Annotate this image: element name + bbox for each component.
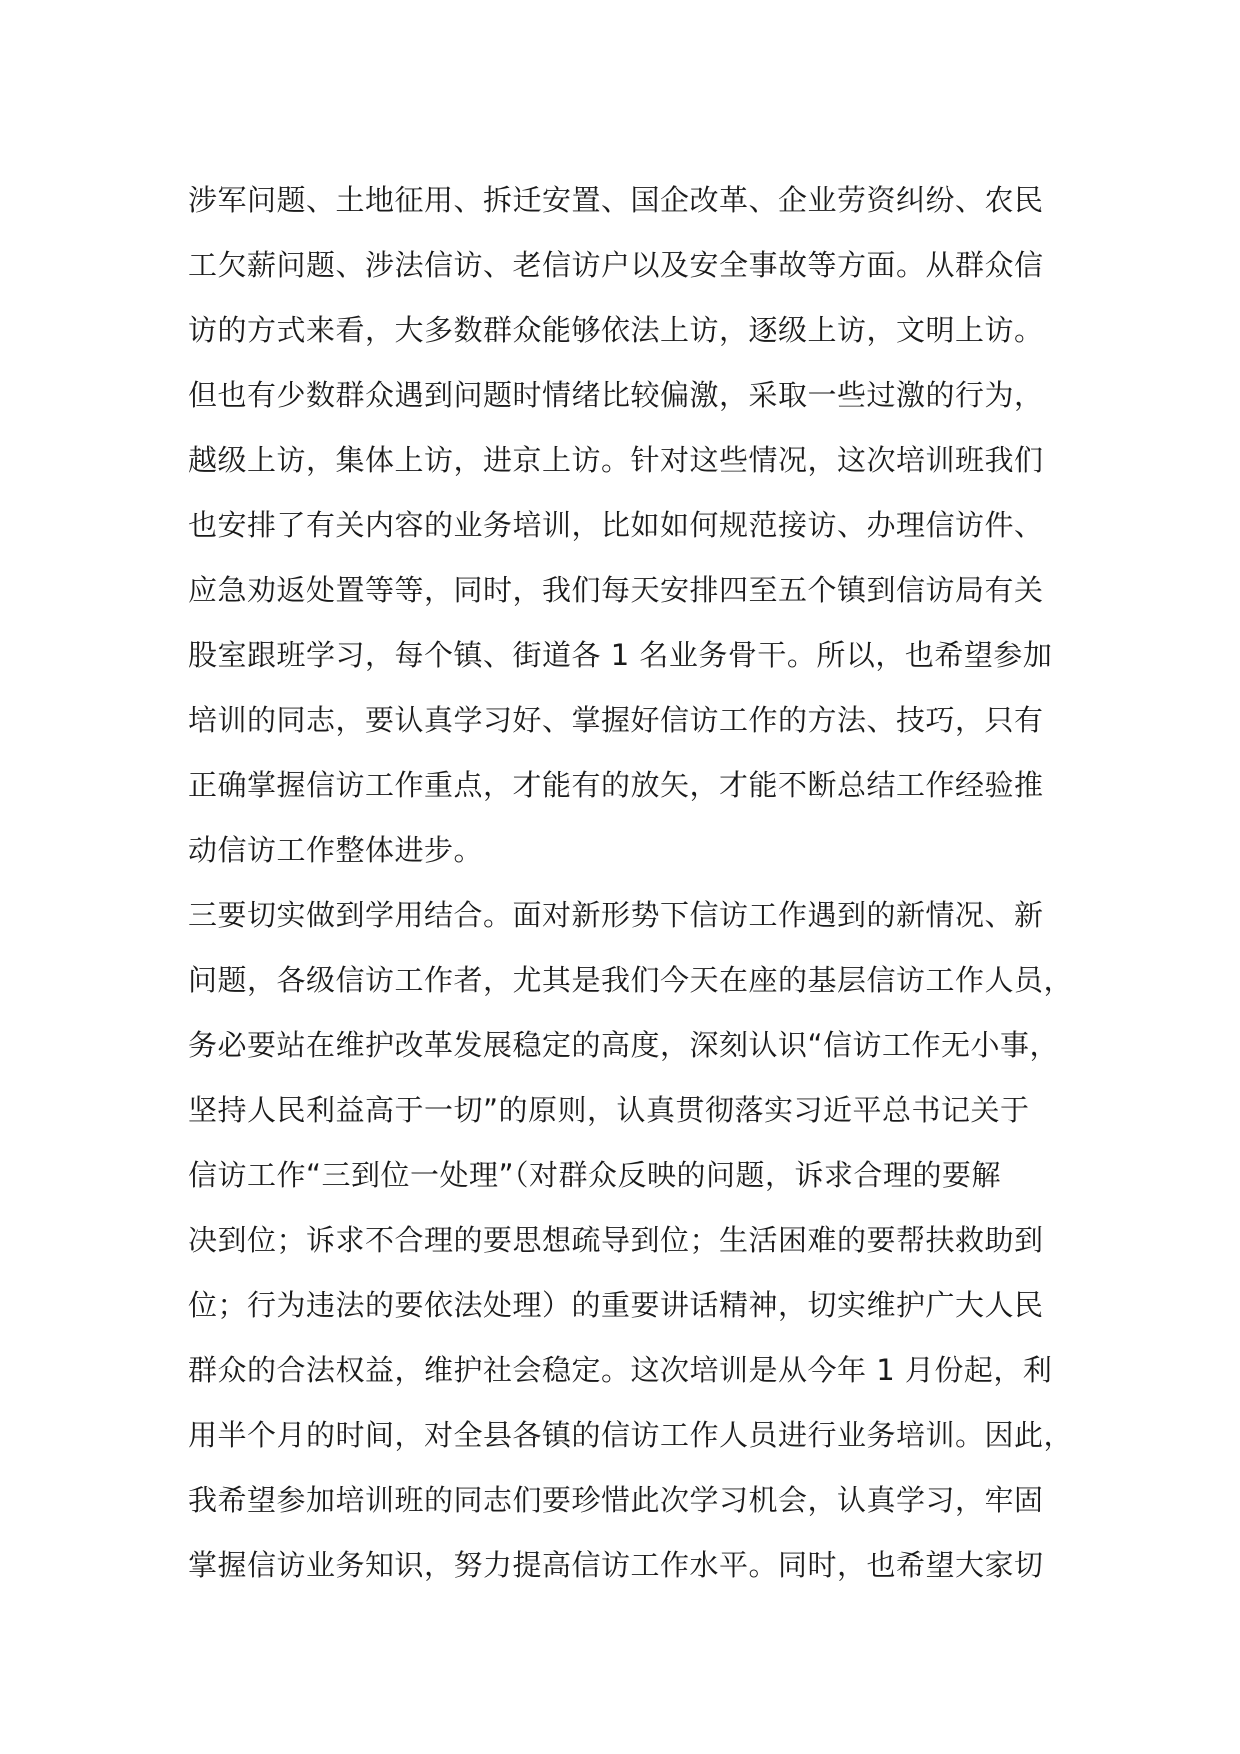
text-line: 也安排了有关内容的业务培训，比如如何规范接访、办理信访件、 xyxy=(188,508,1044,542)
text-line: 决到位；诉求不合理的要思想疏导到位；生活困难的要帮扶救助到 xyxy=(188,1223,1044,1257)
text-line: 涉军问题、土地征用、拆迁安置、国企改革、企业劳资纠纷、农民 xyxy=(188,183,1044,217)
text-line: 位；行为违法的要依法处理）的重要讲话精神，切实维护广大人民 xyxy=(188,1288,1044,1322)
text-line: 坚持人民利益高于一切”的原则，认真贯彻落实习近平总书记关于 xyxy=(188,1093,1030,1127)
text-line: 动信访工作整体进步。 xyxy=(188,833,484,867)
text-line: 正确掌握信访工作重点，才能有的放矢，才能不断总结工作经验推 xyxy=(188,768,1044,802)
body-text xyxy=(188,168,1088,1598)
text-line: 访的方式来看，大多数群众能够依法上访，逐级上访，文明上访。 xyxy=(188,313,1044,347)
text-line: 三要切实做到学用结合。面对新形势下信访工作遇到的新情况、新 xyxy=(188,898,1044,932)
text-line: 培训的同志，要认真学习好、掌握好信访工作的方法、技巧，只有 xyxy=(188,703,1044,737)
text-line: 群众的合法权益，维护社会稳定。这次培训是从今年 1 月份起，利 xyxy=(188,1353,1053,1387)
text-line: 信访工作“三到位一处理”（对群众反映的问题，诉求合理的要解 xyxy=(188,1158,1002,1192)
text-line: 越级上访，集体上访，进京上访。针对这些情况，这次培训班我们 xyxy=(188,443,1044,477)
text-line: 我希望参加培训班的同志们要珍惜此次学习机会，认真学习，牢固 xyxy=(188,1483,1044,1517)
text-line: 用半个月的时间，对全县各镇的信访工作人员进行业务培训。因此， xyxy=(188,1418,1074,1452)
text-line: 掌握信访业务知识，努力提高信访工作水平。同时，也希望大家切 xyxy=(188,1548,1044,1582)
text-line: 务必要站在维护改革发展稳定的高度，深刻认识“信访工作无小事， xyxy=(188,1028,1060,1062)
text-line: 股室跟班学习，每个镇、街道各 1 名业务骨干。所以，也希望参加 xyxy=(188,638,1053,672)
text-line: 问题，各级信访工作者，尤其是我们今天在座的基层信访工作人员， xyxy=(188,963,1074,997)
text-line: 工欠薪问题、涉法信访、老信访户以及安全事故等方面。从群众信 xyxy=(188,248,1044,282)
text-line: 但也有少数群众遇到问题时情绪比较偏激，采取一些过激的行为， xyxy=(188,378,1044,412)
text-line: 应急劝返处置等等，同时，我们每天安排四至五个镇到信访局有关 xyxy=(188,573,1044,607)
